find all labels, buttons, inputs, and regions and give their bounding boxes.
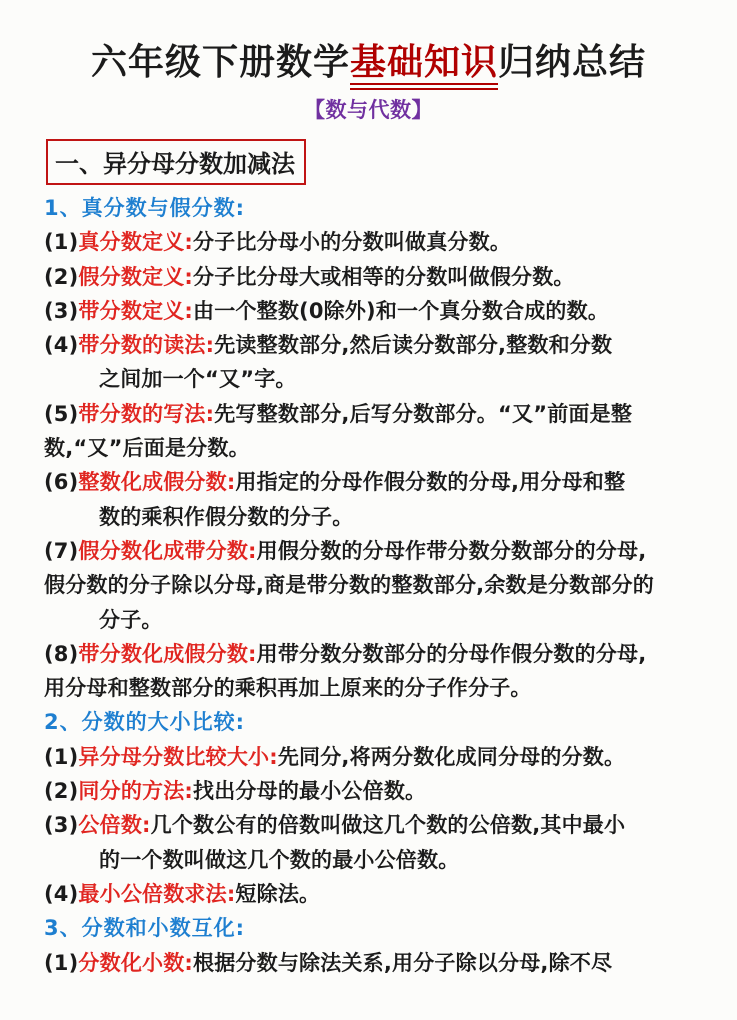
item-line-first (44, 294, 696, 328)
title-highlight: 基础知识 (350, 42, 498, 90)
subsection-heading: 2、分数的大小比较: (44, 710, 246, 735)
item-line-continuation (44, 603, 696, 637)
item-line-first (44, 946, 696, 980)
item-line-continuation (44, 362, 696, 396)
item-number: (4) (44, 333, 79, 358)
item-term: 假分数定义: (78, 264, 194, 289)
definition-item (44, 637, 696, 706)
page-title (20, 40, 717, 85)
item-line-first (44, 328, 696, 362)
definition-item (44, 328, 696, 397)
item-text: 由一个整数(0除外)和一个真分数合成的数。 (193, 298, 610, 323)
item-line-continuation (44, 500, 696, 534)
item-text: 分子比分母大或相等的分数叫做假分数。 (193, 264, 575, 289)
item-term: 带分数化成假分数: (78, 641, 257, 666)
item-text: 先读整数部分,然后读分数部分,整数和分数 (214, 333, 613, 358)
item-number: (6) (44, 470, 79, 495)
section-header-row (0, 124, 737, 185)
item-line-first (44, 740, 696, 774)
definition-item (44, 774, 696, 808)
item-line-first (44, 808, 696, 842)
item-number: (8) (44, 641, 79, 666)
item-term: 假分数化成带分数: (78, 538, 257, 563)
item-text: 分子比分母小的分数叫做真分数。 (193, 230, 512, 255)
item-text: 假分数的分子除以分母,商是带分数的整数部分,余数是分数部分的 (44, 573, 654, 598)
item-text: 几个数公有的倍数叫做这几个数的公倍数,其中最小 (150, 813, 626, 838)
item-text: 先同分,将两分数化成同分母的分数。 (277, 744, 626, 769)
definition-item (44, 534, 696, 637)
item-text: 数的乘积作假分数的分子。 (99, 504, 354, 529)
item-number: (2) (44, 779, 79, 804)
item-line-first (44, 877, 696, 911)
item-number: (3) (44, 813, 79, 838)
item-term: 公倍数: (78, 813, 151, 838)
item-term: 异分母分数比较大小: (78, 744, 278, 769)
item-text: 短除法。 (235, 881, 321, 906)
item-line-first (44, 397, 696, 431)
item-term: 分数化小数: (78, 950, 194, 975)
item-term: 真分数定义: (78, 230, 194, 255)
item-line-first (44, 225, 696, 259)
item-number: (1) (44, 950, 79, 975)
item-text: 之间加一个“又”字。 (99, 367, 297, 392)
subsection-heading: 1、真分数与假分数: (44, 196, 246, 220)
definition-item (44, 808, 696, 877)
item-text: 用分母和整数部分的乘积再加上原来的分子作分子。 (44, 676, 532, 701)
item-number: (7) (44, 538, 79, 563)
page-subtitle: 【数与代数】 (304, 98, 433, 122)
item-number: (2) (44, 264, 79, 289)
item-text: 找出分母的最小公倍数。 (193, 779, 427, 804)
title-suffix: 归纳总结 (498, 42, 647, 83)
definition-item (44, 877, 696, 911)
definition-item (44, 946, 696, 980)
item-line-first (44, 534, 696, 568)
item-text: 根据分数与除法关系,用分子除以分母,除不尽 (193, 950, 613, 975)
definition-item (44, 294, 696, 328)
item-line-continuation (44, 568, 696, 602)
subsection-heading: 3、分数和小数互化: (44, 916, 246, 941)
content-area (44, 191, 696, 980)
item-line-continuation (44, 671, 696, 705)
item-line-first (44, 637, 696, 671)
item-text: 分子。 (99, 607, 163, 632)
item-number: (1) (44, 744, 79, 769)
item-number: (5) (44, 401, 79, 426)
definition-item (44, 260, 696, 294)
item-text: 用指定的分母作假分数的分母,用分母和整 (235, 470, 626, 495)
item-line-continuation (44, 843, 696, 877)
item-term: 最小公倍数求法: (78, 881, 236, 906)
item-term: 带分数的读法: (78, 333, 215, 358)
item-term: 带分数的写法: (78, 401, 215, 426)
definition-item (44, 740, 696, 774)
definition-item (44, 397, 696, 466)
section-header: 一、异分母分数加减法 (46, 139, 306, 185)
definition-item (44, 225, 696, 259)
item-line-continuation (44, 431, 696, 465)
item-term: 同分的方法: (78, 779, 194, 804)
item-text: 数,“又”后面是分数。 (44, 436, 250, 461)
item-term: 带分数定义: (78, 298, 194, 323)
item-text: 的一个数叫做这几个数的最小公倍数。 (99, 847, 460, 872)
item-line-first (44, 260, 696, 294)
item-term: 整数化成假分数: (78, 470, 236, 495)
definition-item (44, 465, 696, 534)
item-line-first (44, 774, 696, 808)
item-number: (3) (44, 298, 79, 323)
item-text: 用假分数的分母作带分数分数部分的分母, (256, 538, 647, 563)
item-number: (4) (44, 881, 79, 906)
item-text: 用带分数分数部分的分母作假分数的分母, (256, 641, 647, 666)
item-line-first (44, 465, 696, 499)
item-number: (1) (44, 230, 79, 255)
title-prefix: 六年级下册数学 (90, 42, 350, 83)
item-text: 先写整数部分,后写分数部分。“又”前面是整 (214, 401, 633, 426)
